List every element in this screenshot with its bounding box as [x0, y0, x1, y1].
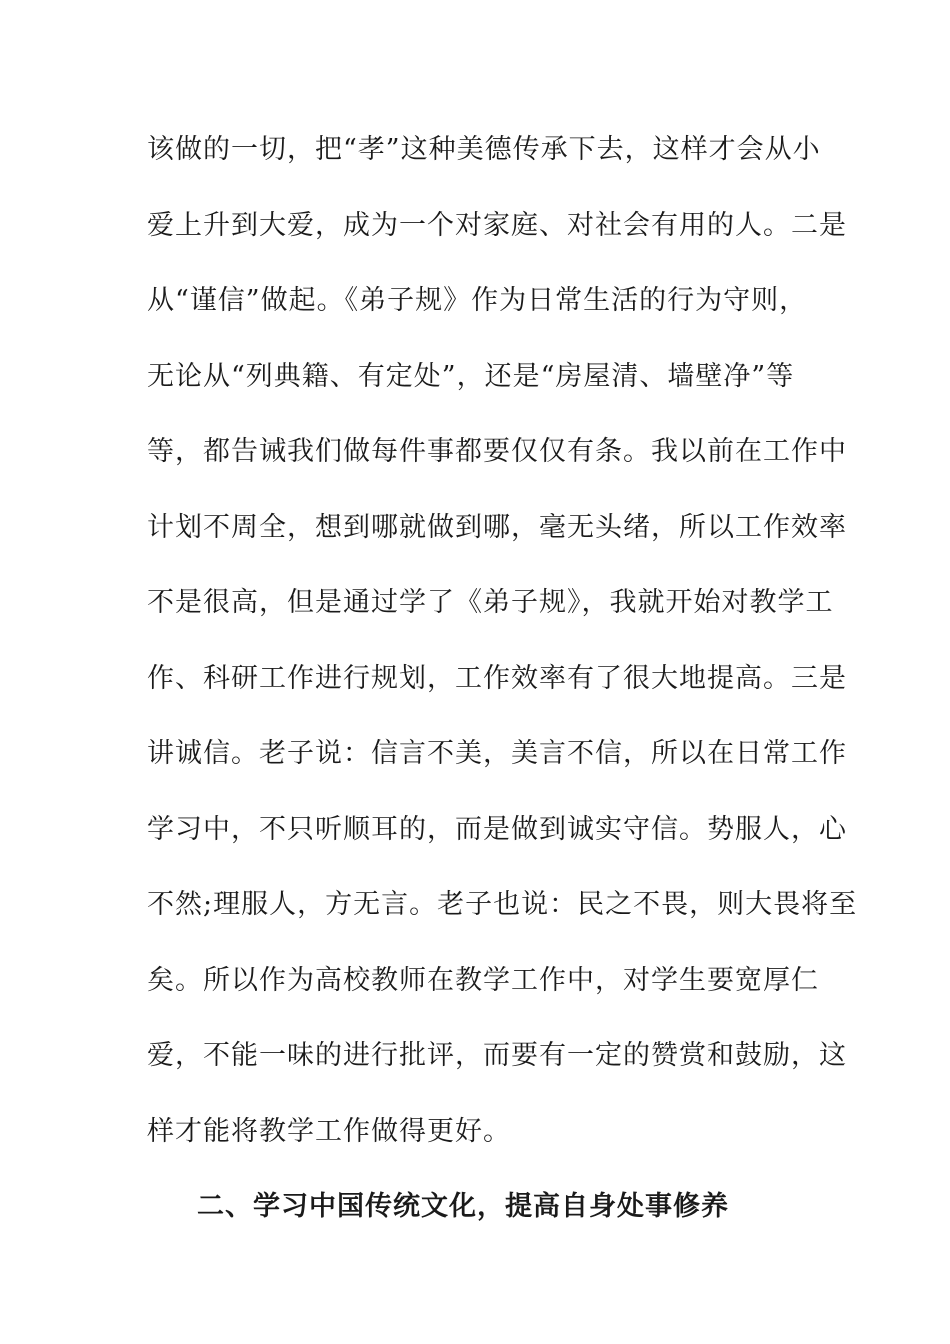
- body-text-line: 爱上升到大爱，成为一个对家庭、对社会有用的人。二是: [147, 210, 847, 241]
- section-heading: 二、学习中国传统文化，提高自身处事修养: [197, 1191, 729, 1222]
- body-text-line: 从“谨信”做起。《弟子规》作为日常生活的行为守则，: [147, 285, 808, 316]
- body-text-line: 计划不周全，想到哪就做到哪，毫无头绪，所以工作效率: [147, 512, 847, 543]
- body-text-line: 学习中，不只听顺耳的，而是做到诚实守信。势服人，心: [147, 814, 847, 845]
- body-text-line: 矣。所以作为高校教师在教学工作中，对学生要宽厚仁: [147, 965, 819, 996]
- body-text-line: 样才能将教学工作做得更好。: [147, 1116, 511, 1147]
- body-text-line: 不然;理服人，方无言。老子也说：民之不畏，则大畏将至: [147, 889, 858, 920]
- body-text-line: 作、科研工作进行规划，工作效率有了很大地提高。三是: [147, 663, 847, 694]
- body-text-line: 不是很高，但是通过学了《弟子规》，我就开始对教学工: [147, 587, 834, 618]
- body-text-line: 无论从“列典籍、有定处”，还是“房屋清、墙壁净”等: [147, 361, 795, 392]
- body-text-line: 讲诚信。老子说：信言不美，美言不信，所以在日常工作: [147, 738, 847, 769]
- body-text-line: 等，都告诫我们做每件事都要仅仅有条。我以前在工作中: [147, 436, 847, 467]
- body-text-line: 爱，不能一味的进行批评，而要有一定的赞赏和鼓励，这: [147, 1040, 847, 1071]
- body-text-line: 该做的一切，把“孝”这种美德传承下去，这样才会从小: [147, 134, 821, 165]
